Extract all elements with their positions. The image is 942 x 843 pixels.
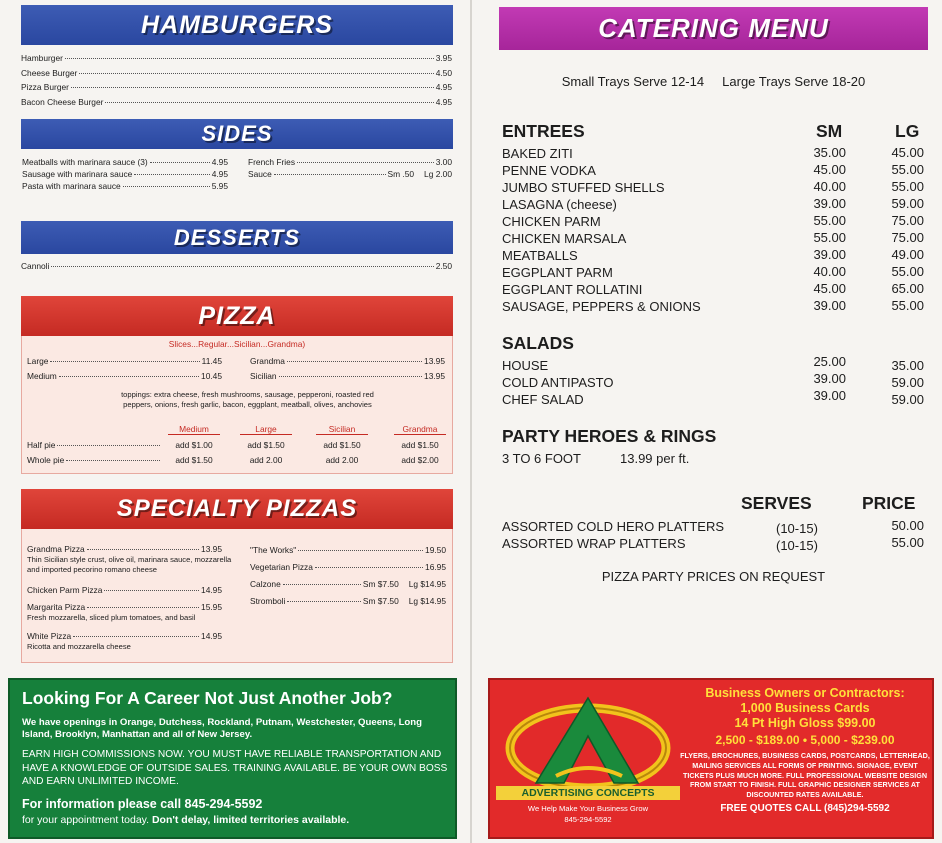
party-note: PIZZA PARTY PRICES ON REQUEST [601,569,826,584]
item-price-sm: Sm .50 [387,169,415,179]
entree-lg: 75.00 [891,230,924,245]
item-name: White Pizza [27,631,72,641]
menu-row [21,53,452,63]
item-desc: Ricotta and mozzarella cheese [27,642,131,651]
menu-row [250,562,446,572]
entree-lg: 65.00 [891,281,924,296]
pizza-col-header: Large [240,424,292,435]
desserts-banner [21,221,453,254]
entree-sm: 39.00 [813,196,846,211]
catering-title: CATERING MENU [598,13,829,43]
leader-dots [65,58,434,59]
entree-lg: 49.00 [891,247,924,262]
platter-serves: (10-15) [776,521,818,536]
specialty-title: SPECIALTY PIZZAS [116,495,358,522]
menu-row [250,371,445,381]
item-price: 3.95 [435,53,452,63]
pizza-title: PIZZA [198,301,276,330]
item-name: Margarita Pizza [27,602,86,612]
leader-dots [87,549,199,550]
entree-sm: 40.00 [813,264,846,279]
platter-price: 50.00 [891,518,924,533]
menu-row [27,371,222,381]
menu-row [27,602,222,612]
item-name: Cheese Burger [21,67,78,78]
item-price: 15.95 [201,602,222,612]
menu-row [22,181,228,191]
item-price: 13.95 [424,371,445,381]
catering-trays: Small Trays Serve 12-14 Large Trays Serve 18-20 [561,74,866,89]
item-price-lg: Lg $14.95 [408,579,446,589]
platter-name: ASSORTED WRAP PLATTERS [502,536,686,551]
item-name: "The Works" [250,545,297,555]
item-price: 4.95 [211,157,228,167]
pizza-add-price: add $1.00 [175,440,213,450]
col-lg: LG [895,121,920,141]
item-price: 4.95 [211,169,228,179]
menu-row [250,596,446,606]
item-price: 16.95 [425,562,446,572]
entree-name: EGGPLANT ROLLATINI [502,282,643,297]
hamburgers-title: HAMBURGERS [141,10,333,39]
entree-name: PENNE VODKA [502,163,596,178]
leader-dots [287,361,422,362]
item-name: Cannoli [21,261,50,271]
item-price: 4.95 [435,96,452,107]
menu-row [27,440,162,450]
item-name: Sausage with marinara sauce [22,169,133,179]
item-name: Stromboli [250,596,286,606]
salad-name: CHEF SALAD [502,392,584,407]
salad-sm: 25.00 [813,354,846,369]
entree-lg: 55.00 [891,162,924,177]
leader-dots [79,73,433,74]
career-appt [22,814,349,826]
pizza-col-header: Medium [168,424,220,435]
item-name: French Fries [248,157,296,167]
item-name: Sauce [248,169,272,179]
entree-name: MEATBALLS [502,248,578,263]
leader-dots [59,376,199,377]
salads-title: SALADS [502,333,574,353]
platter-price: 55.00 [891,535,924,550]
menu-row [248,169,452,179]
business-line3: 14 Pt High Gloss $99.00 [734,716,876,730]
career-body: EARN HIGH COMMISSIONS NOW. YOU MUST HAVE RELIABLE TRANSPORTATION AND HAVE A KNOWLEDGE OF OUTSIDE SALES. TRAINING AVAILABLE. BE YOUR OWN BOSS AND EARN UNLIMITED INCOME. [22,749,448,787]
page-fold [470,0,472,843]
item-price: 4.50 [435,67,452,78]
desserts-title: DESSERTS [173,224,301,250]
salad-sm: 39.00 [813,388,846,403]
salad-lg: 59.00 [891,375,924,390]
leader-dots [134,174,209,175]
leader-dots [73,636,199,637]
col-sm: SM [816,121,843,141]
entree-sm: 45.00 [813,162,846,177]
entree-sm: 39.00 [813,298,846,313]
item-price: 10.45 [201,371,222,381]
entree-sm: 39.00 [813,247,846,262]
business-offer [680,686,930,814]
item-name: Pasta with marinara sauce [22,181,121,191]
business-line4: 2,500 - $189.00 • 5,000 - $239.00 [715,733,895,747]
item-price: 11.45 [201,356,222,366]
menu-row [250,545,446,555]
entree-sm: 55.00 [813,213,846,228]
menu-row [250,356,445,366]
item-name: Chicken Parm Pizza [27,585,103,595]
menu-row [22,157,228,167]
pizza-subtitle: Slices...Regular...Sicilian...Grandma) [168,339,306,349]
item-price: 13.95 [424,356,445,366]
leader-dots [51,266,433,267]
entree-name: CHICKEN PARM [502,214,601,229]
entree-lg: 55.00 [891,179,924,194]
menu-row [21,82,452,92]
heroes-title: PARTY HEROES & RINGS [502,426,717,446]
salad-lg: 59.00 [891,392,924,407]
leader-dots [87,607,199,608]
pizza-add-price: add $1.50 [247,440,285,450]
menu-row [27,544,222,554]
salad-sm: 39.00 [813,371,846,386]
sides-banner [21,119,453,149]
item-price: 4.95 [435,82,452,92]
entree-name: SAUSAGE, PEPPERS & ONIONS [502,299,701,314]
leader-dots [50,361,199,362]
heroes-size: 3 TO 6 FOOT [502,451,581,466]
menu-row [27,631,222,641]
entree-sm: 40.00 [813,179,846,194]
menu-row [22,169,228,179]
item-price: 3.00 [435,157,452,167]
entree-lg: 45.00 [891,145,924,160]
item-name: Calzone [250,579,281,589]
pizza-col-header: Grandma [394,424,446,435]
business-line2: 1,000 Business Cards [740,701,870,715]
item-desc: Thin Sicilian style crust, olive oil, marinara sauce, mozzarella and imported pecorino romano cheese [27,555,232,574]
item-name: Pizza Burger [21,82,69,92]
item-name: Hamburger [21,53,63,63]
leader-dots [315,567,423,568]
leader-dots [57,445,160,446]
leader-dots [150,162,210,163]
pizza-add-price: add $1.50 [323,440,361,450]
sides-title: SIDES [201,121,273,146]
item-price-sm: Sm $7.50 [362,596,399,606]
pizza-row-label: Half pie [27,440,56,450]
career-ad [8,678,457,839]
entree-lg: 55.00 [891,264,924,279]
entree-name: EGGPLANT PARM [502,265,613,280]
salad-name: COLD ANTIPASTO [502,375,614,390]
business-ad [488,678,934,839]
item-name: Sicilian [250,371,277,381]
entree-name: BAKED ZITI [502,146,573,161]
career-appt-bold: Don't delay, limited territories available. [151,814,350,826]
item-price: 14.95 [201,585,222,595]
entree-sm: 55.00 [813,230,846,245]
platter-name: ASSORTED COLD HERO PLATTERS [502,519,725,534]
advertising-concepts-logo [496,688,680,832]
menu-row [27,356,222,366]
pizza-add-price: add $1.50 [175,455,213,465]
entree-name: LASAGNA (cheese) [502,197,617,212]
hamburgers-banner [21,5,453,45]
leader-dots [279,376,422,377]
salad-lg: 35.00 [891,358,924,373]
leader-dots [283,584,361,585]
item-name: Meatballs with marinara sauce (3) [22,157,148,167]
pizza-row-label: Whole pie [27,455,65,465]
entree-lg: 75.00 [891,213,924,228]
item-price: 13.95 [201,544,222,554]
menu-row [27,455,162,465]
item-name: Bacon Cheese Burger [21,96,104,107]
pizza-col-header: Sicilian [316,424,368,435]
item-name: Large [27,356,49,366]
career-headline: Looking For A Career Not Just Another Job? [22,688,393,708]
heroes-price: 13.99 per ft. [620,451,690,466]
pizza-add-price: add $2.00 [401,455,439,465]
leader-dots [105,102,433,103]
menu-row [21,68,452,78]
leader-dots [123,186,210,187]
item-price-sm: Sm $7.50 [362,579,399,589]
menu-row [248,157,452,167]
specialty-banner [21,489,453,529]
menu-row [250,579,446,589]
entree-sm: 35.00 [813,145,846,160]
leader-dots [274,174,386,175]
leader-dots [298,550,423,551]
platter-serves: (10-15) [776,538,818,553]
career-openings: We have openings in Orange, Dutchess, Rockland, Putnam, Westchester, Queens, Long Island, Brooklyn, Manhattan and all of New Jersey. [22,717,423,740]
menu-row [21,97,452,107]
business-quotes: FREE QUOTES CALL (845)294-5592 [720,802,890,814]
pizza-toppings: toppings: extra cheese, fresh mushrooms, sausage, pepperoni, roasted red peppers, onions, fresh garlic, bacon, eggplant, meatball, olives, anchovies [121,390,374,409]
logo-name: ADVERTISING CONCEPTS [496,786,680,800]
career-info: For information please call 845-294-5592 [22,797,263,811]
item-name: Grandma [250,356,285,366]
item-price-lg: Lg 2.00 [424,169,452,179]
item-price-lg: Lg $14.95 [408,596,446,606]
business-line1: Business Owners or Contractors: [705,686,905,700]
leader-dots [287,601,361,602]
menu-row [21,261,452,271]
career-appt-text: for your appointment today. [22,814,150,826]
entree-name: CHICKEN MARSALA [502,231,627,246]
col-serves: SERVES [741,493,812,513]
entree-name: JUMBO STUFFED SHELLS [502,180,665,195]
business-fine: FLYERS, BROCHURES, BUSINESS CARDS, POSTCARDS, LETTERHEAD, MAILING SERVICES ALL FORMS OF PRINTING. SIGNAGE, EVENT TICKETS PLUS MUCH MORE. FULL PROFESSIONAL WEBSITE DESIGN FROM START TO FINISH. FULL GRAPHIC DESIGNER SERVICES AT DISCOUNTED RATES AVAILABLE. [680,751,930,800]
item-desc: Fresh mozzarella, sliced plum tomatoes, and basil [27,613,196,622]
menu-row [27,585,222,595]
entree-lg: 59.00 [891,196,924,211]
pizza-add-price: add $1.50 [401,440,439,450]
leader-dots [66,460,160,461]
leader-dots [71,87,434,88]
item-price: 19.50 [425,545,446,555]
item-price: 5.95 [211,181,228,191]
entree-sm: 45.00 [813,281,846,296]
leader-dots [297,162,434,163]
item-name: Vegetarian Pizza [250,562,313,572]
col-price: PRICE [862,493,916,513]
item-name: Grandma Pizza [27,544,85,554]
leader-dots [104,590,199,591]
pizza-banner [21,296,453,336]
catering-banner [499,7,928,50]
pizza-add-price: add 2.00 [249,455,283,465]
item-name: Medium [27,371,57,381]
logo-phone: 845-294-5592 [564,815,612,824]
entree-lg: 55.00 [891,298,924,313]
logo-tag: We Help Make Your Business Grow [527,804,649,813]
item-price: 14.95 [201,631,222,641]
salad-name: HOUSE [502,358,549,373]
pizza-add-price: add 2.00 [325,455,359,465]
entrees-title: ENTREES [502,121,585,141]
item-price: 2.50 [435,261,452,271]
